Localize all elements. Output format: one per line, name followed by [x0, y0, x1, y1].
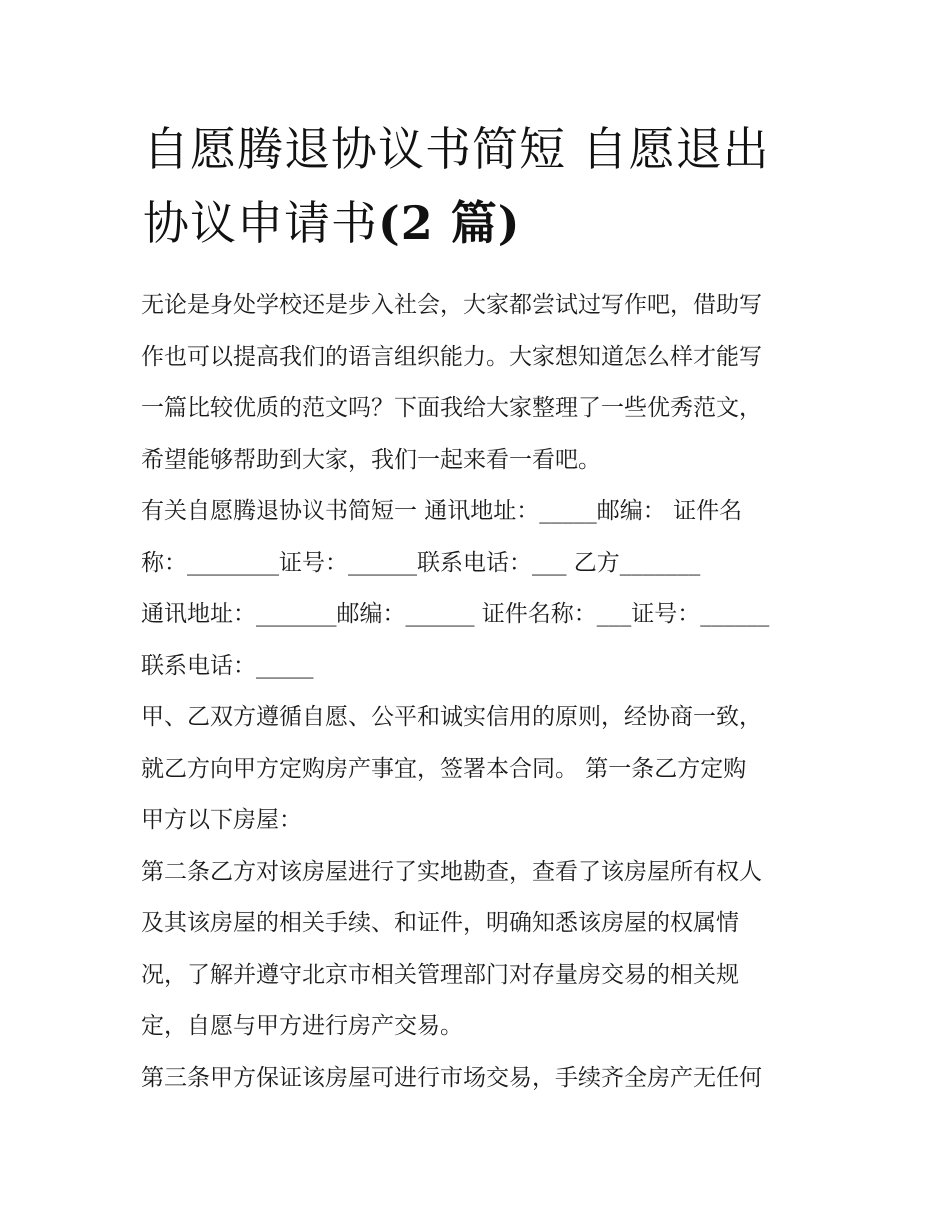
paragraph-line: 定，自愿与甲方进行房产交易。: [141, 1013, 463, 1039]
paragraph-parties: [141, 486, 817, 692]
document-title: [143, 112, 823, 260]
paragraph-article-3: [141, 1053, 817, 1105]
paragraph-line: 有关自愿腾退协议书简短一 通讯地址：_____邮编： 证件名: [141, 498, 743, 524]
paragraph-line: 一篇比较优质的范文吗？下面我给大家整理了一些优秀范文，: [141, 395, 762, 421]
paragraph-line: 联系电话：_____: [141, 652, 314, 679]
title-line-2: [143, 186, 823, 260]
paragraph-line: 甲、乙双方遵循自愿、公平和诚实信用的原则，经协商一致，: [141, 704, 762, 730]
paragraph-intro: [141, 280, 817, 486]
paragraph-principles: [141, 692, 817, 847]
paragraph-line: 就乙方向甲方定购房产事宜，签署本合同。 第一条乙方定购: [141, 755, 747, 782]
document-body: [141, 280, 817, 1104]
paragraph-line: 作也可以提高我们的语言组织能力。大家想知道怎么样才能写: [141, 343, 762, 370]
paragraph-line: 希望能够帮助到大家，我们一起来看一看吧。: [141, 446, 601, 473]
paragraph-line: 称：________证号：______联系电话：___ 乙方_______: [141, 549, 701, 576]
paragraph-line: 无论是身处学校还是步入社会，大家都尝试过写作吧，借助写: [141, 292, 762, 318]
paragraph-line: 况，了解并遵守北京市相关管理部门对存量房交易的相关规: [141, 961, 739, 988]
paragraph-line: 通讯地址：_______邮编：______ 证件名称：___证号：______: [141, 601, 770, 627]
paragraph-line: 及其该房屋的相关手续、和证件，明确知悉该房屋的权属情: [141, 910, 739, 936]
paragraph-line: 甲方以下房屋：: [141, 807, 302, 833]
paragraph-line: 第二条乙方对该房屋进行了实地勘查，查看了该房屋所有权人: [141, 858, 762, 885]
paragraph-article-2: [141, 847, 817, 1053]
paragraph-line: 第三条甲方保证该房屋可进行市场交易，手续齐全房产无任何: [141, 1064, 762, 1091]
title-line-2-prefix: 协议申请书: [143, 196, 378, 250]
title-line-2-suffix: (2 篇): [378, 196, 521, 250]
title-line-1: 自愿腾退协议书简短 自愿退出: [143, 122, 770, 176]
